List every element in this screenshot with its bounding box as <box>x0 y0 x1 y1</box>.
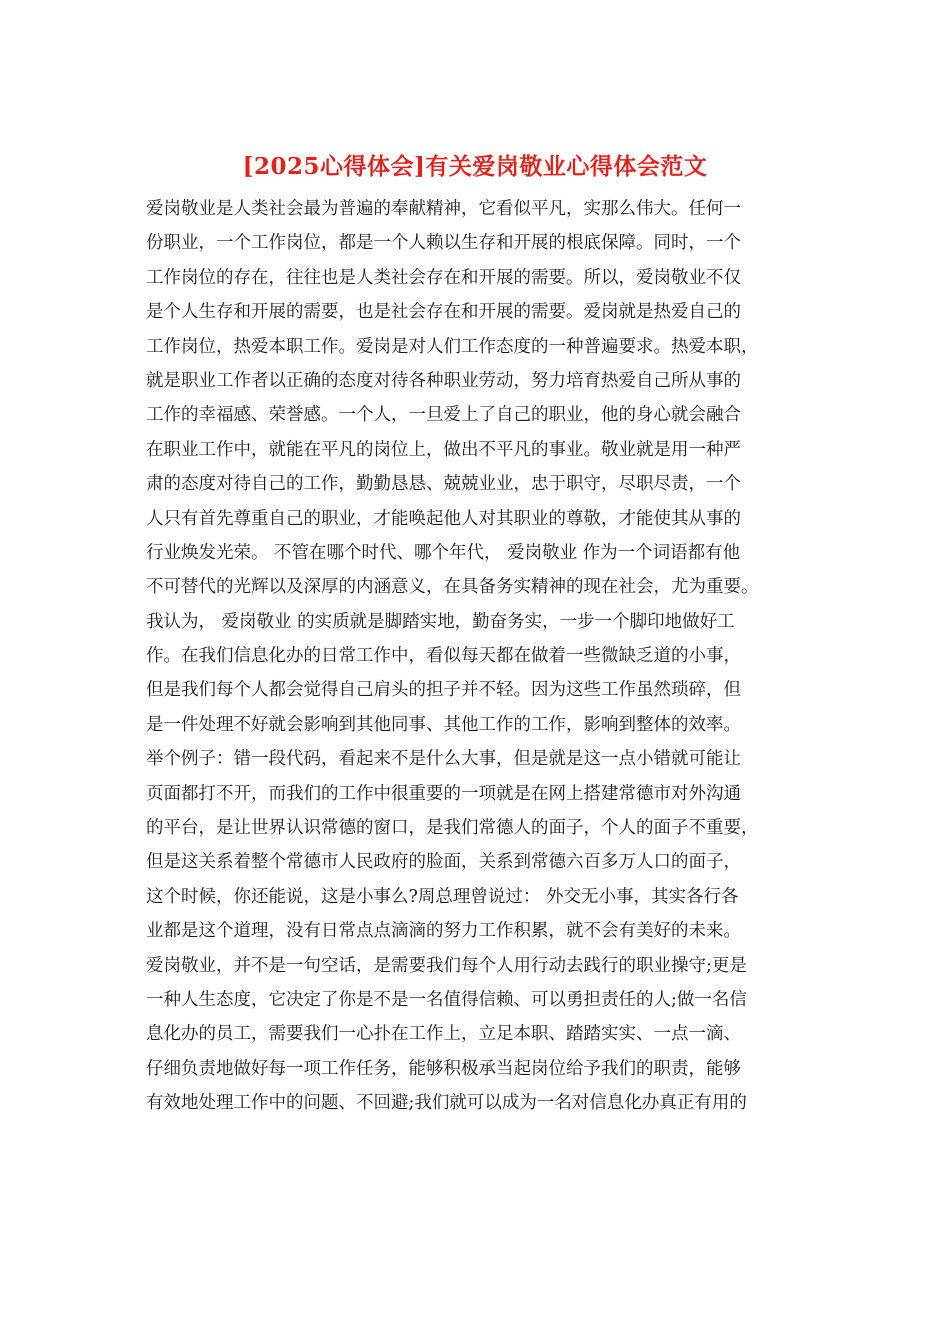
body-line: 爱岗敬业，并不是一句空话，是需要我们每个人用行动去践行的职业操守;更是 <box>146 955 747 976</box>
body-line: 一种人生态度，它决定了你是不是一名值得信赖、可以勇担责任的人;做一名信 <box>146 989 747 1010</box>
body-line: 有效地处理工作中的问题、不回避;我们就可以成为一名对信息化办真正有用的 <box>146 1093 747 1114</box>
body-line: 工作岗位的存在，往往也是人类社会存在和开展的需要。所以，爱岗敬业不仅 <box>146 267 741 288</box>
body-line: 人只有首先尊重自己的职业，才能唤起他人对其职业的尊敬，才能使其从事的 <box>146 508 741 529</box>
body-line: 但是这关系着整个常德市人民政府的脸面，关系到常德六百多万人口的面子， <box>146 852 741 873</box>
body-line: 但是我们每个人都会觉得自己肩头的担子并不轻。因为这些工作虽然琐碎，但 <box>146 680 741 701</box>
body-line: 举个例子：错一段代码，看起来不是什么大事，但是就是这一点小错就可能让 <box>146 749 741 770</box>
body-line: 我认为， 爱岗敬业 的实质就是脚踏实地，勤奋务实，一步一个脚印地做好工 <box>146 611 735 632</box>
body-line: 是一件处理不好就会影响到其他同事、其他工作的工作，影响到整体的效率。 <box>146 714 741 735</box>
body-line: 肃的态度对待自己的工作，勤勤恳恳、兢兢业业，忠于职守，尽职尽责，一个 <box>146 474 741 495</box>
body-line: 份职业，一个工作岗位，都是一个人赖以生存和开展的根底保障。同时，一个 <box>146 233 741 254</box>
body-line: 这个时候，你还能说，这是小事么?周总理曾说过： 外交无小事，其实各行各 <box>146 886 739 907</box>
body-line: 仔细负责地做好每一项工作任务，能够积极承当起岗位给予我们的职责，能够 <box>146 1058 741 1079</box>
body-line: 页面都打不开，而我们的工作中很重要的一项就是在网上搭建常德市对外沟通 <box>146 783 741 804</box>
body-line: 工作的幸福感、荣誉感。一个人，一旦爱上了自己的职业，他的身心就会融合 <box>146 405 741 426</box>
body-line: 在职业工作中，就能在平凡的岗位上，做出不平凡的事业。敬业就是用一种严 <box>146 439 741 460</box>
body-line: 息化办的员工，需要我们一心扑在工作上，立足本职、踏踏实实、一点一滴、 <box>146 1024 741 1045</box>
body-line: 行业焕发光荣。 不管在哪个时代、哪个年代， 爱岗敬业 作为一个词语都有他 <box>146 542 741 563</box>
body-line: 爱岗敬业是人类社会最为普遍的奉献精神，它看似平凡，实那么伟大。任何一 <box>146 199 741 219</box>
document-title: [2025心得体会]有关爱岗敬业心得体会范文 <box>242 153 708 180</box>
body-line: 工作岗位，热爱本职工作。爱岗是对人们工作态度的一种普遍要求。热爱本职， <box>146 336 759 357</box>
document-body <box>146 192 806 1121</box>
body-line: 是个人生存和开展的需要，也是社会存在和开展的需要。爱岗就是热爱自己的 <box>146 302 741 323</box>
body-line: 不可替代的光辉以及深厚的内涵意义，在具备务实精神的现在社会，尤为重要。 <box>146 577 759 598</box>
body-line: 业都是这个道理，没有日常点点滴滴的努力工作积累，就不会有美好的未来。 <box>146 921 741 942</box>
body-line: 作。在我们信息化办的日常工作中，看似每天都在做着一些微缺乏道的小事， <box>146 646 741 667</box>
body-line: 就是职业工作者以正确的态度对待各种职业劳动，努力培育热爱自己所从事的 <box>146 370 741 391</box>
body-line: 的平台，是让世界认识常德的窗口，是我们常德人的面子，个人的面子不重要， <box>146 818 759 839</box>
